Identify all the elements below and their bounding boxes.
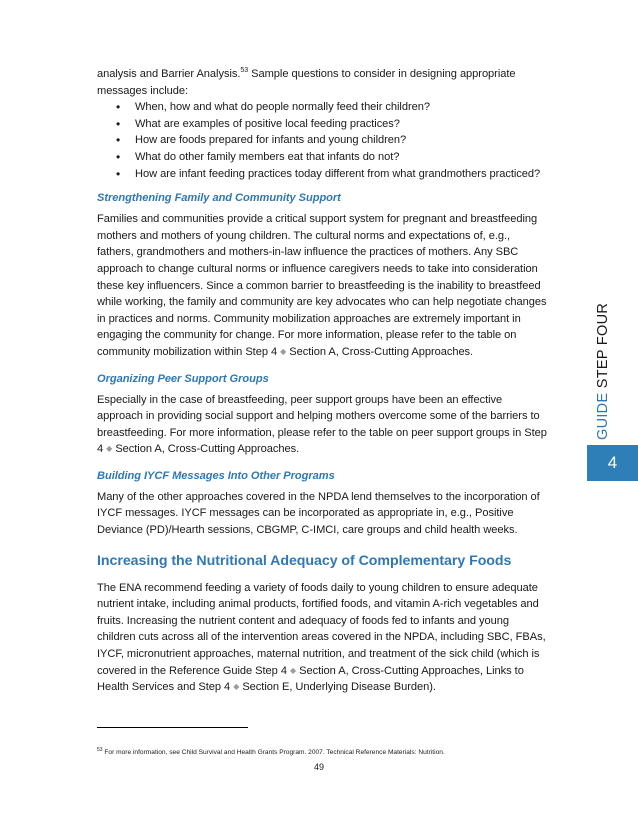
step-number-tab: 4 [587,445,638,481]
guide-label: GUIDE [595,392,611,440]
footnote-divider [97,727,248,728]
diamond-separator-icon: ◆ [290,665,297,675]
question-list [97,99,549,182]
iycf-messages-paragraph: Many of the other approaches covered in the NPDA lend themselves to the incorporation of IYCF messages. IYCF messages can be incorporated as appropriate in, e.g., Positive Deviance (PD)/Hearth sessions, CBGMP, C-IMCI, care groups and child health weeks. [97,490,540,537]
list-item: • How are infant feeding practices today different from what grandmothers practiced? [135,166,549,183]
peer-support-heading: Organizing Peer Support Groups [97,372,269,385]
family-support-paragraph: Families and communities provide a critical support system for pregnant and breastfeeding mothers and mothers of young children. The cultural norms and expectations of, e.g., fathers, grandmothers and mothers-in-law influence the practices of mothers. Any SBC approach to change cultural norms or influence caregivers needs to take into consideration these key influencers. Since a common barrier to breastfeeding is the inability to breastfeed while working, the family and community are key advocates who can help negotiate changes in practices and norms. Community mobilization approaches are extremely important in engaging the community for change. For more information, please refer to the table on community mobilization within Step 4 ◆ Section A, Cross-Cutting Approaches. [97,213,547,358]
peer-support-paragraph: Especially in the case of breastfeeding, peer support groups have been an effective approach in providing social support and helping mothers overcome some of the barriers to breastfeeding. For more information, please refer to the table on peer support groups in Step 4 ◆ Section A, Cross-Cutting Approaches. [97,393,547,456]
intro-paragraph: analysis and Barrier Analysis.$^{53}$ Sample questions to consider in designing appropriate messages include: [97,67,516,97]
footnote-number: 53 [97,747,103,753]
diamond-separator-icon: ◆ [280,346,287,356]
list-item: • What do other family members eat that infants do not? [135,149,549,166]
diamond-separator-icon: ◆ [106,444,113,454]
diamond-separator-icon: ◆ [233,682,240,692]
list-item: • When, how and what do people normally feed their children? [135,99,549,116]
family-support-heading: Strengthening Family and Community Support [97,192,341,205]
footnote-reference: 53 [240,67,249,74]
iycf-messages-heading: Building IYCF Messages Into Other Programs [97,469,335,482]
page-content [97,66,549,696]
list-item: • What are examples of positive local feeding practices? [135,116,549,133]
nutritional-adequacy-paragraph: The ENA recommend feeding a variety of foods daily to young children to ensure adequate nutrient intake, including animal products, fortified foods, and vitamin A-rich vegetables and fruits. Increasing the nutrient content and adequacy of foods fed to infants and young children cuts across all of the intervention areas covered in the NPDA, including SBC, FBAs, IYCF, micronutrient approaches, maternal nutrition, and treatment of the sick child (which is covered in the Reference Guide Step 4 ◆ Section A, Cross-Cutting Approaches, Links to Health Services and Step 4 ◆ Section E, Underlying Disease Burden). [97,581,546,694]
page-number: 49 [313,762,324,772]
list-item: • How are foods prepared for infants and young children? [135,132,549,149]
footnote: $^{53}$ For more information, see Child Survival and Health Grants Program. 2007. Technical Reference Materials: Nutrition. [97,747,445,756]
nutritional-adequacy-heading: Increasing the Nutritional Adequacy of Complementary Foods [97,552,512,569]
section-side-label [593,303,613,440]
step-label: STEP FOUR [595,302,611,393]
